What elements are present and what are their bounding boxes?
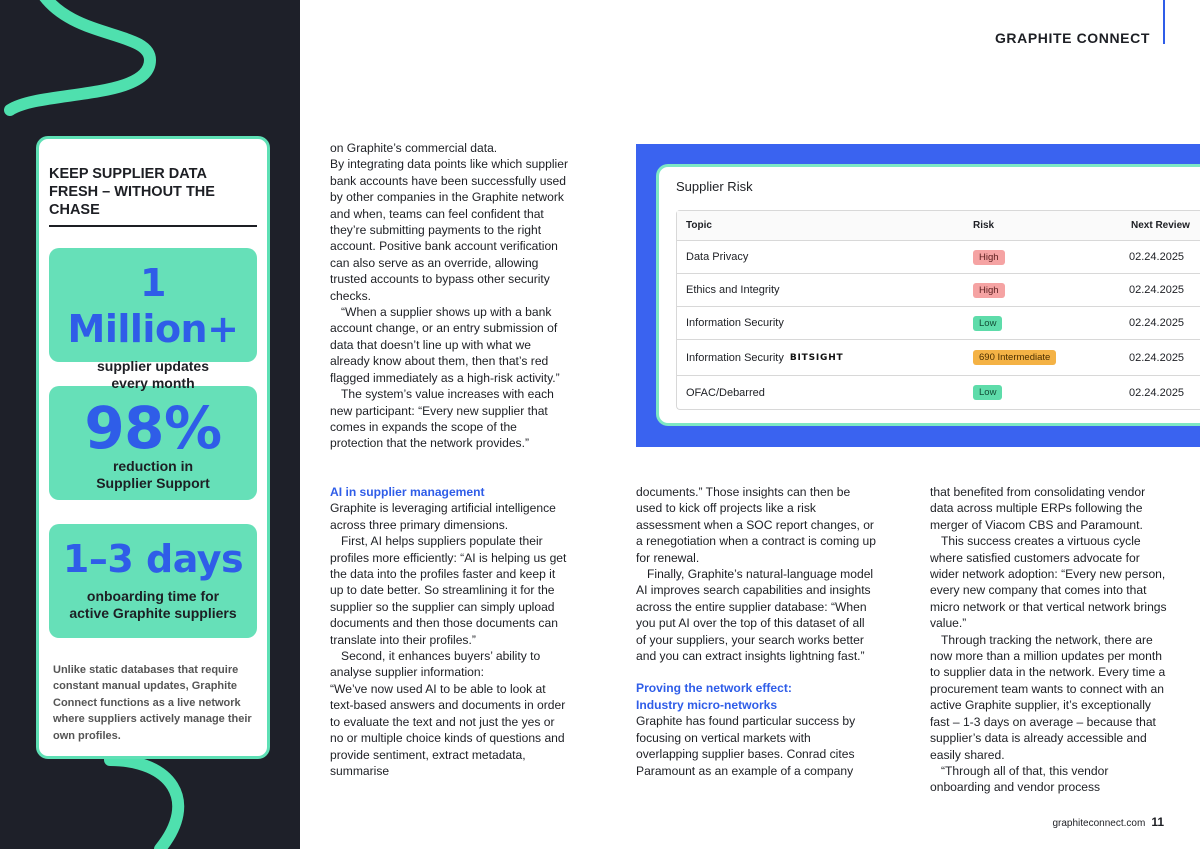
bitsight-logo: BITSIGHT <box>789 352 844 363</box>
paragraph: This success creates a virtuous cycle where satisfied customers advocate for wider network adoption: “Every new person, every new company that comes into that micro network or that vertical network brings value.” <box>930 534 1167 631</box>
risk-badge: Low <box>973 316 1002 331</box>
table-header <box>677 211 1200 241</box>
supplier-risk-card <box>656 164 1200 426</box>
stat-label-line: Supplier Support <box>96 475 210 491</box>
table-row[interactable] <box>677 376 1200 409</box>
paragraph: “When a supplier shows up with a bank account change, or an entry submission of data that doesn’t line up with what we already know about them, then that’s red flagged immediately as a high-risk activity.” <box>330 305 560 385</box>
stat-value: 98% <box>84 394 222 462</box>
stat-label-line: reduction in <box>112 458 194 474</box>
next-review-cell: 02.24.2025 <box>1129 386 1185 399</box>
supplier-risk-title: Supplier Risk <box>676 179 753 194</box>
paragraph: “Through all of that, this vendor onboarding and vendor process <box>930 763 1109 795</box>
heading-line: Industry micro-networks <box>636 697 778 712</box>
page-footer <box>1052 815 1164 829</box>
column-header-risk: Risk <box>973 220 995 231</box>
next-review-cell: 02.24.2025 <box>1129 317 1185 329</box>
risk-cell <box>973 316 1129 331</box>
risk-badge: 690 Intermediate <box>973 350 1056 365</box>
section-heading-ai: AI in supplier management <box>330 485 485 499</box>
section-heading-network <box>636 680 876 713</box>
paragraph: Graphite is leveraging artificial intelligence across three primary dimensions. <box>330 501 556 532</box>
brand-title: GRAPHITE CONNECT <box>994 30 1150 46</box>
article-column-1-bottom <box>330 484 570 779</box>
risk-badge: High <box>973 283 1005 298</box>
stat-label <box>49 458 257 492</box>
topic-text: Information Security <box>686 317 784 329</box>
article-column-2 <box>636 484 876 779</box>
page-number: 11 <box>1151 815 1164 829</box>
next-review-cell: 02.24.2025 <box>1129 251 1185 263</box>
paragraph: that benefited from consolidating vendor data across multiple ERPs following the merger of Viacom CBS and Paramount. <box>930 485 1146 532</box>
topic-cell <box>677 284 973 296</box>
article-column-3 <box>930 484 1170 796</box>
topic-text: Ethics and Integrity <box>686 284 780 296</box>
paragraph: Finally, Graphite’s natural-language model AI improves search capabilities and insights across the entire supplier database: “When you put AI over the top of this dataset of all of your suppliers, your search works better and you can extract insights lightning fast.” <box>636 567 874 664</box>
stats-card <box>36 136 270 759</box>
paragraph: on Graphite’s commercial data. <box>330 141 498 155</box>
topic-text: Data Privacy <box>686 251 749 263</box>
paragraph: Through tracking the network, there are now more than a million updates per month to supplier data in the network. Every time a procurement team wants to connect with an active Graphite supplier, it’s exceptionally fast – 1-3 days on average – because that supplier’s data is already accessible and easily shared. <box>930 632 1166 762</box>
column-header-next-review: Next Review <box>1131 220 1190 231</box>
topic-cell <box>677 317 973 329</box>
topic-cell <box>677 387 973 399</box>
risk-cell <box>973 283 1129 298</box>
next-review-cell: 02.24.2025 <box>1129 351 1185 364</box>
paragraph: Graphite has found particular success by focusing on vertical markets with overlapping supplier bases. Conrad cites Paramount as an example of a company <box>636 714 856 778</box>
stat-value: 1 Million+ <box>67 261 239 351</box>
paragraph: The system’s value increases with each new participant: “Every new supplier that comes in expands the scope of the protection that the network provides.” <box>330 387 554 451</box>
stat-value: 1–3 days <box>62 537 244 581</box>
paragraph: “We’ve now used AI to be able to look at text-based answers and documents in order to evaluate the text and not just the yes or no or multiple choice kinds of questions and provide sentiment, extract metadata, summarise <box>330 681 566 778</box>
supplier-risk-table <box>676 210 1200 410</box>
stat-onboarding <box>49 524 257 638</box>
stat-support-reduction <box>49 386 257 500</box>
stat-updates <box>49 248 257 391</box>
paragraph: documents.” Those insights can then be used to kick off projects like a risk assessment when a SOC report changes, or a renegotiation when a contract is coming up for renewal. <box>636 485 877 565</box>
card-note: Unlike static databases that require constant manual updates, Graphite Connect functions as a live network where suppliers actively manage their own profiles. <box>53 664 252 742</box>
header-accent-bar <box>1163 0 1165 44</box>
card-title: KEEP SUPPLIER DATA FRESH – WITHOUT THE CHASE <box>49 165 257 227</box>
topic-text: OFAC/Debarred <box>686 386 765 399</box>
risk-cell <box>973 350 1129 365</box>
article-column-1-top <box>330 140 570 452</box>
topic-text: Information Security <box>686 351 784 364</box>
paragraph: By integrating data points like which supplier bank accounts have been successfully used by other companies in the Graphite network and when, teams can feel confident that they’re submitting payments to the right account. Positive bank account verification can also serve as an override, allowing trusted accounts to bypass other security checks. <box>330 157 568 303</box>
footer-url[interactable]: graphiteconnect.com <box>1052 818 1146 829</box>
stat-label <box>49 588 257 622</box>
risk-cell <box>973 385 1129 400</box>
topic-cell <box>677 352 973 364</box>
stat-label-line: every month <box>111 375 195 391</box>
risk-cell <box>973 250 1129 265</box>
paragraph: Second, it enhances buyers’ ability to analyse supplier information: <box>330 649 541 680</box>
risk-badge: High <box>973 250 1005 265</box>
stat-label-line: active Graphite suppliers <box>69 605 237 621</box>
next-review-cell: 02.24.2025 <box>1129 284 1185 296</box>
table-row[interactable] <box>677 307 1200 340</box>
table-row[interactable] <box>677 340 1200 376</box>
table-row[interactable] <box>677 274 1200 307</box>
stat-label-line: onboarding time for <box>86 588 220 604</box>
table-row[interactable] <box>677 241 1200 274</box>
heading-line: Proving the network effect: <box>636 681 792 696</box>
risk-badge: Low <box>973 385 1002 400</box>
column-header-topic: Topic <box>686 220 712 231</box>
paragraph: First, AI helps suppliers populate their profiles more efficiently: “AI is helping us get the data into the profiles faster and keep it up to date better. So streamlining it for the supplier so the supplier can simply upload documents and then those documents can translate into their profiles.” <box>330 534 567 647</box>
stat-label-line: supplier updates <box>96 358 210 374</box>
sidebar <box>0 0 300 849</box>
topic-cell <box>677 251 973 263</box>
